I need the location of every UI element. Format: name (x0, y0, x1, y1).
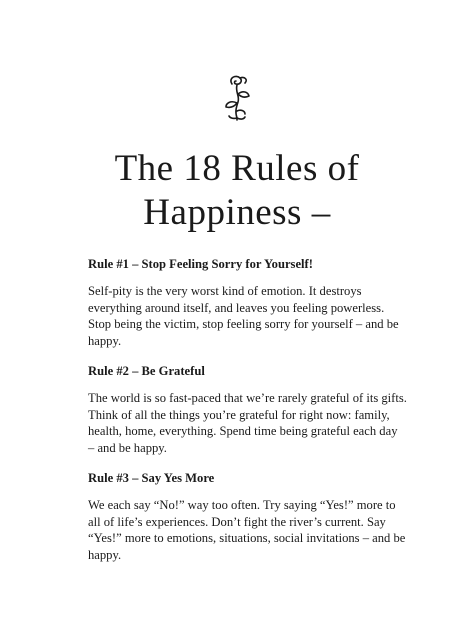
rule-section (88, 363, 407, 457)
rule-body (88, 390, 407, 457)
flower-sprig-icon (218, 72, 256, 122)
page-title-line-1: The 18 Rules of (114, 148, 360, 189)
rule-body-line: happy. (88, 334, 122, 349)
rule-body-line: everything around itself, and leaves you feeling powerless. (88, 300, 385, 315)
rule-body-line: health, home, everything. Spend time being grateful each day (88, 424, 398, 439)
rule-section (88, 470, 406, 564)
rule-body-line: Think of all the things you’re grateful for right now: family, (88, 407, 390, 422)
rule-body-line: We each say “No!” way too often. Try saying “Yes!” more to (88, 497, 396, 512)
page-title-line-2: Happiness – (143, 192, 331, 233)
rule-body (88, 497, 406, 564)
rule-body-line: happy. (88, 548, 122, 563)
rule-body-line: Self-pity is the very worst kind of emotion. It destroys (88, 283, 362, 298)
rule-body-line: The world is so fast-paced that we’re rarely grateful of its gifts. (88, 390, 407, 405)
rule-heading: Rule #1 – Stop Feeling Sorry for Yourself! (88, 257, 313, 271)
rules-list (88, 256, 407, 577)
rule-body-line: Stop being the victim, stop feeling sorry for yourself – and be (88, 317, 399, 332)
rule-heading: Rule #2 – Be Grateful (88, 363, 205, 378)
rule-body-line: – and be happy. (88, 441, 167, 456)
rule-section (88, 256, 398, 350)
rule-body (88, 283, 398, 350)
rule-body-line: “Yes!” more to emotions, situations, social invitations – and be (88, 531, 406, 546)
rule-heading: Rule #3 – Say Yes More (88, 470, 215, 485)
rule-body-line: all of life’s experiences. Don’t fight the river’s current. Say (88, 514, 386, 529)
